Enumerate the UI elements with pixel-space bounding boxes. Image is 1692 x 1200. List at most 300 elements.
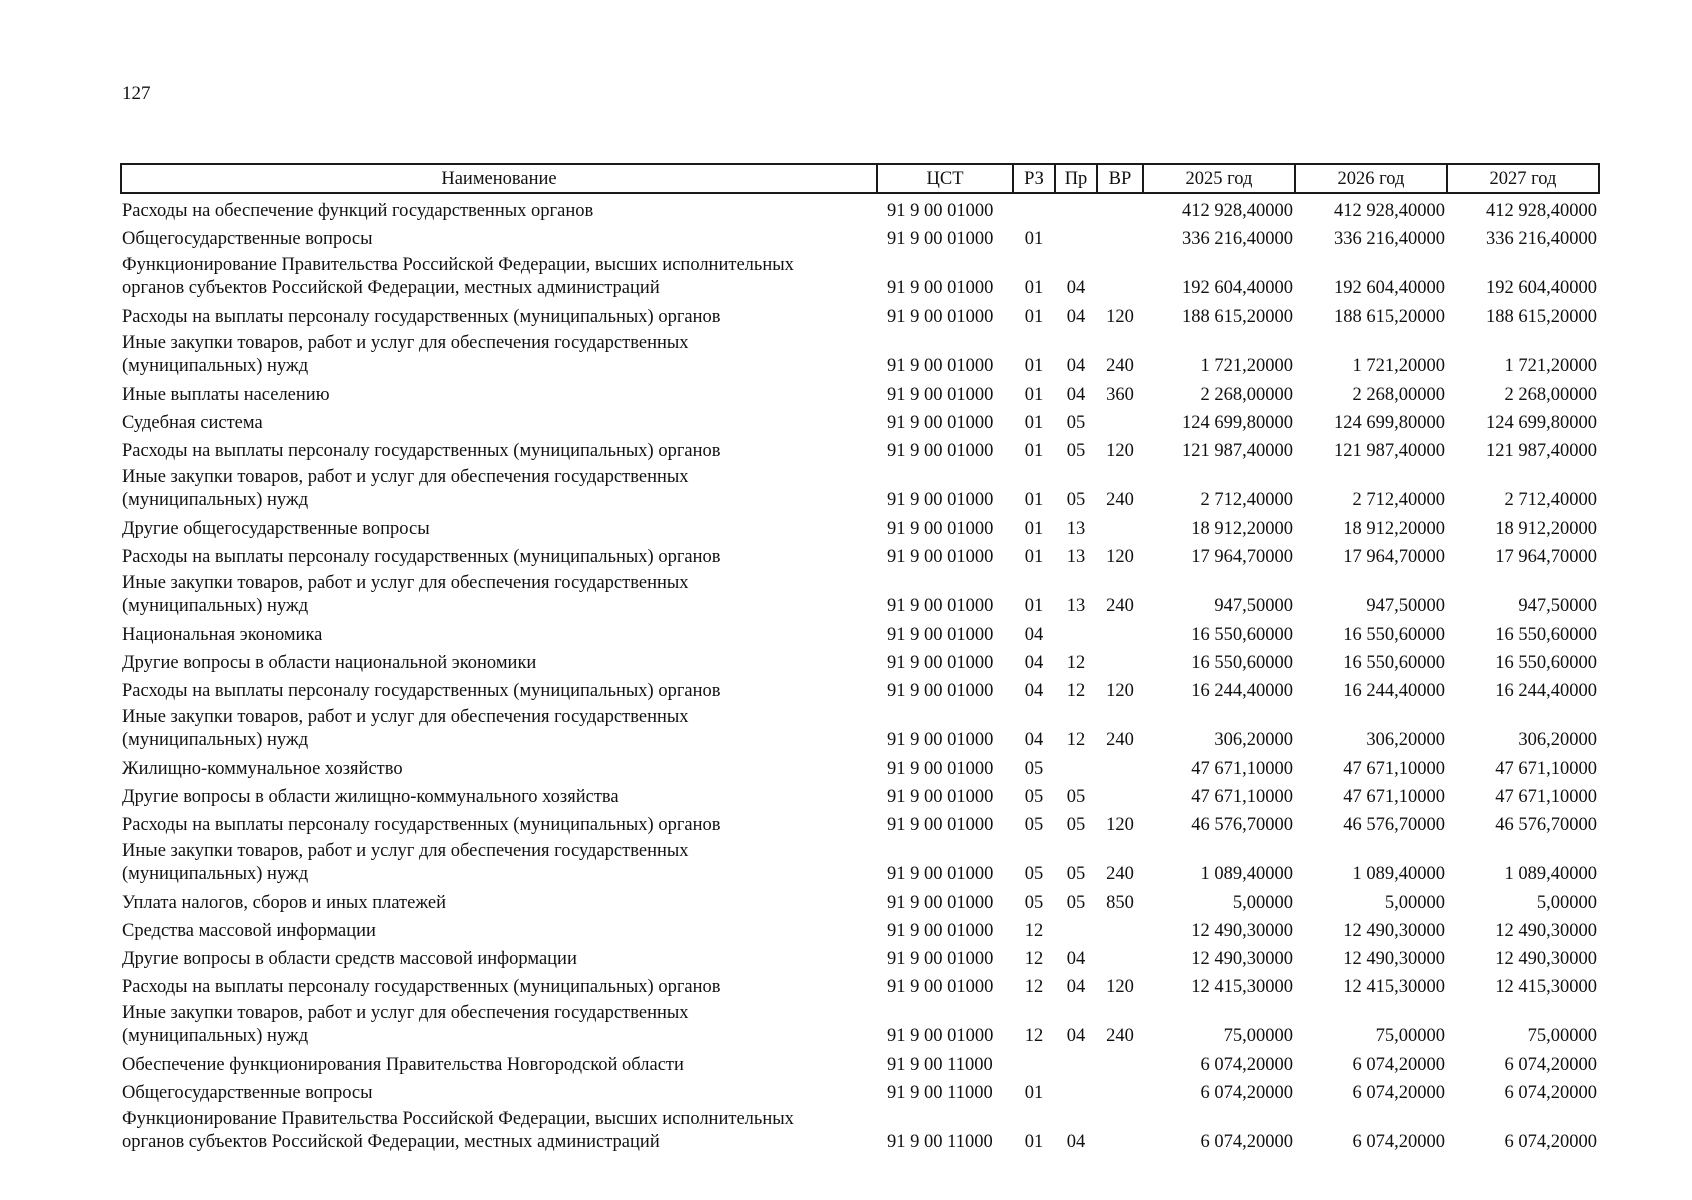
- cell-2026: 121 987,40000: [1334, 441, 1445, 461]
- cell-2025: 306,20000: [1214, 730, 1293, 750]
- cell-name: [121, 674, 877, 702]
- cell-2027: 47 671,10000: [1495, 787, 1597, 807]
- cell-vr: 120: [1106, 815, 1134, 835]
- cell-name: [121, 193, 877, 222]
- cell-cst: 91 9 00 01000: [887, 815, 994, 835]
- cell-pr: 04: [1066, 278, 1086, 298]
- cell-pr: 05: [1066, 815, 1086, 835]
- cell-2026: 16 550,60000: [1343, 625, 1445, 645]
- cell-2026: 124 699,80000: [1334, 413, 1445, 433]
- cell-2025: 16 550,60000: [1191, 625, 1293, 645]
- cell-rz: 01: [1024, 596, 1044, 616]
- cell-2025: 947,50000: [1214, 596, 1293, 616]
- cell-pr: 05: [1066, 490, 1086, 510]
- cell-name: [121, 1076, 877, 1104]
- cell-2026: 2 268,00000: [1352, 385, 1445, 405]
- cell-2027: 124 699,80000: [1486, 413, 1597, 433]
- cell-name: [121, 568, 877, 618]
- cell-name-line: Расходы на обеспечение функций государственных органов: [122, 201, 594, 221]
- cell-name-line: Расходы на выплаты персоналу государственных (муниципальных) органов: [122, 681, 721, 701]
- cell-name: [121, 378, 877, 406]
- table-row: [121, 914, 1599, 942]
- cell-2027: 412 928,40000: [1486, 201, 1597, 221]
- cell-rz: 01: [1024, 413, 1044, 433]
- cell-2026: 12 490,30000: [1343, 949, 1445, 969]
- cell-2025: 12 415,30000: [1191, 977, 1293, 997]
- cell-name: [121, 462, 877, 512]
- cell-rz: 04: [1024, 730, 1044, 750]
- cell-vr: 240: [1106, 490, 1134, 510]
- cell-pr: 05: [1066, 441, 1086, 461]
- table-row: [121, 378, 1599, 406]
- cell-cst: 91 9 00 01000: [887, 490, 994, 510]
- cell-2026: 16 550,60000: [1343, 653, 1445, 673]
- cell-vr: [1097, 1076, 1143, 1104]
- cell-cst: 91 9 00 01000: [887, 787, 994, 807]
- cell-pr: 04: [1066, 385, 1086, 405]
- header-vr: ВР: [1097, 164, 1143, 193]
- cell-name: [121, 540, 877, 568]
- cell-name-line: Иные закупки товаров, работ и услуг для обеспечения государственных: [122, 467, 689, 487]
- cell-pr: 12: [1066, 730, 1086, 750]
- cell-vr: [1097, 914, 1143, 942]
- cell-2025: 16 244,40000: [1191, 681, 1293, 701]
- table-row: [121, 300, 1599, 328]
- cell-2027: 192 604,40000: [1486, 278, 1597, 298]
- cell-name-line: Функционирование Правительства Российской Федерации, высших исполнительных: [122, 1109, 794, 1129]
- cell-vr: [1097, 250, 1143, 300]
- cell-cst: 91 9 00 01000: [887, 681, 994, 701]
- cell-name-line: Судебная система: [122, 413, 263, 433]
- cell-vr: 360: [1106, 385, 1134, 405]
- cell-name: [121, 836, 877, 886]
- cell-vr: [1097, 780, 1143, 808]
- cell-pr: [1055, 914, 1097, 942]
- cell-2025: 2 268,00000: [1200, 385, 1293, 405]
- cell-2027: 6 074,20000: [1504, 1055, 1597, 1075]
- cell-2027: 5,00000: [1536, 893, 1597, 913]
- cell-vr: 120: [1106, 547, 1134, 567]
- cell-name: [121, 914, 877, 942]
- cell-cst: 91 9 00 01000: [887, 653, 994, 673]
- cell-pr: [1055, 1048, 1097, 1076]
- table-row: [121, 780, 1599, 808]
- cell-rz: 05: [1024, 893, 1044, 913]
- cell-name: [121, 1048, 877, 1076]
- cell-name-line: Национальная экономика: [122, 625, 323, 645]
- cell-cst: 91 9 00 01000: [887, 278, 994, 298]
- cell-name: [121, 512, 877, 540]
- cell-cst: 91 9 00 01000: [887, 596, 994, 616]
- cell-cst: 91 9 00 01000: [887, 547, 994, 567]
- cell-2026: 46 576,70000: [1343, 815, 1445, 835]
- table-row: [121, 328, 1599, 378]
- cell-cst: 91 9 00 01000: [887, 949, 994, 969]
- cell-vr: [1097, 942, 1143, 970]
- cell-cst: 91 9 00 01000: [887, 307, 994, 327]
- cell-2025: 1 089,40000: [1200, 864, 1293, 884]
- cell-2025: 17 964,70000: [1191, 547, 1293, 567]
- cell-vr: 120: [1106, 441, 1134, 461]
- cell-name-line: Расходы на выплаты персоналу государственных (муниципальных) органов: [122, 815, 721, 835]
- cell-pr: 12: [1066, 681, 1086, 701]
- cell-name: [121, 702, 877, 752]
- cell-rz: 12: [1024, 949, 1044, 969]
- cell-cst: 91 9 00 01000: [887, 441, 994, 461]
- cell-name-line: Иные закупки товаров, работ и услуг для обеспечения государственных: [122, 573, 689, 593]
- cell-2025: 18 912,20000: [1191, 519, 1293, 539]
- cell-name: [121, 998, 877, 1048]
- cell-name-line: Другие вопросы в области жилищно-коммунального хозяйства: [122, 787, 619, 807]
- cell-2027: 2 712,40000: [1504, 490, 1597, 510]
- cell-rz: 05: [1024, 864, 1044, 884]
- cell-name-line: Функционирование Правительства Российской Федерации, высших исполнительных: [122, 255, 794, 275]
- cell-cst: 91 9 00 01000: [887, 229, 994, 249]
- cell-rz: 01: [1024, 490, 1044, 510]
- cell-rz: 01: [1024, 1083, 1044, 1103]
- cell-pr: [1055, 222, 1097, 250]
- cell-cst: 91 9 00 01000: [887, 893, 994, 913]
- cell-vr: [1097, 193, 1143, 222]
- cell-2025: 124 699,80000: [1182, 413, 1293, 433]
- cell-name-line: (муниципальных) нужд: [122, 730, 309, 750]
- cell-vr: 120: [1106, 307, 1134, 327]
- table-row: [121, 674, 1599, 702]
- cell-cst: 91 9 00 01000: [887, 1026, 994, 1046]
- table-row: [121, 568, 1599, 618]
- table-row: [121, 702, 1599, 752]
- cell-cst: 91 9 00 11000: [887, 1083, 993, 1103]
- cell-cst: 91 9 00 01000: [887, 759, 994, 779]
- page-number: 127: [122, 83, 151, 104]
- cell-vr: 240: [1106, 864, 1134, 884]
- table-body: [121, 193, 1599, 1154]
- cell-pr: 04: [1066, 356, 1086, 376]
- cell-pr: [1055, 618, 1097, 646]
- cell-cst: 91 9 00 01000: [887, 201, 994, 221]
- cell-2026: 192 604,40000: [1334, 278, 1445, 298]
- cell-rz: 05: [1024, 759, 1044, 779]
- cell-2025: 6 074,20000: [1200, 1083, 1293, 1103]
- cell-name-line: Иные выплаты населению: [122, 385, 330, 405]
- cell-pr: 05: [1066, 864, 1086, 884]
- cell-name: [121, 780, 877, 808]
- cell-2026: 1 721,20000: [1352, 356, 1445, 376]
- budget-table: [120, 163, 1600, 1154]
- header-cst: ЦСТ: [877, 164, 1013, 193]
- cell-rz: 01: [1024, 356, 1044, 376]
- cell-rz: 12: [1024, 921, 1044, 941]
- cell-pr: 05: [1066, 413, 1086, 433]
- table-row: [121, 646, 1599, 674]
- cell-2026: 1 089,40000: [1352, 864, 1445, 884]
- cell-name: [121, 328, 877, 378]
- cell-rz: 05: [1024, 787, 1044, 807]
- cell-2027: 336 216,40000: [1486, 229, 1597, 249]
- cell-name: [121, 300, 877, 328]
- cell-2026: 47 671,10000: [1343, 787, 1445, 807]
- cell-name-line: Расходы на выплаты персоналу государственных (муниципальных) органов: [122, 441, 721, 461]
- cell-2027: 16 550,60000: [1495, 653, 1597, 673]
- table-row: [121, 808, 1599, 836]
- cell-rz: 04: [1024, 681, 1044, 701]
- cell-cst: 91 9 00 11000: [887, 1132, 993, 1152]
- cell-vr: [1097, 752, 1143, 780]
- cell-2025: 47 671,10000: [1191, 759, 1293, 779]
- cell-pr: 05: [1066, 893, 1086, 913]
- header-name: Наименование: [121, 164, 877, 193]
- cell-name: [121, 1104, 877, 1154]
- cell-2026: 17 964,70000: [1343, 547, 1445, 567]
- table-row: [121, 540, 1599, 568]
- cell-name: [121, 406, 877, 434]
- cell-rz: 04: [1024, 653, 1044, 673]
- cell-2027: 16 550,60000: [1495, 625, 1597, 645]
- cell-2026: 2 712,40000: [1352, 490, 1445, 510]
- cell-2027: 947,50000: [1518, 596, 1597, 616]
- cell-cst: 91 9 00 01000: [887, 625, 994, 645]
- cell-2026: 336 216,40000: [1334, 229, 1445, 249]
- cell-name: [121, 886, 877, 914]
- cell-2025: 6 074,20000: [1200, 1055, 1293, 1075]
- table-row: [121, 1104, 1599, 1154]
- cell-name: [121, 808, 877, 836]
- cell-cst: 91 9 00 01000: [887, 385, 994, 405]
- cell-pr: 13: [1066, 596, 1086, 616]
- cell-2026: 6 074,20000: [1352, 1132, 1445, 1152]
- cell-2025: 2 712,40000: [1200, 490, 1293, 510]
- cell-2027: 1 089,40000: [1504, 864, 1597, 884]
- table-row: [121, 970, 1599, 998]
- header-2026: 2026 год: [1295, 164, 1447, 193]
- cell-name-line: Расходы на выплаты персоналу государственных (муниципальных) органов: [122, 977, 721, 997]
- table-row: [121, 836, 1599, 886]
- cell-name-line: (муниципальных) нужд: [122, 1026, 309, 1046]
- cell-2026: 16 244,40000: [1343, 681, 1445, 701]
- cell-2025: 121 987,40000: [1182, 441, 1293, 461]
- cell-2025: 75,00000: [1223, 1026, 1293, 1046]
- cell-rz: 12: [1024, 977, 1044, 997]
- cell-pr: 04: [1066, 1132, 1086, 1152]
- cell-vr: [1097, 222, 1143, 250]
- cell-2027: 12 415,30000: [1495, 977, 1597, 997]
- cell-2025: 16 550,60000: [1191, 653, 1293, 673]
- table-row: [121, 618, 1599, 646]
- cell-pr: 05: [1066, 787, 1086, 807]
- header-rz: РЗ: [1013, 164, 1055, 193]
- cell-rz: 01: [1024, 441, 1044, 461]
- cell-2027: 306,20000: [1518, 730, 1597, 750]
- cell-rz: 12: [1024, 1026, 1044, 1046]
- cell-2027: 12 490,30000: [1495, 949, 1597, 969]
- cell-name-line: (муниципальных) нужд: [122, 490, 309, 510]
- table-row: [121, 222, 1599, 250]
- cell-2026: 5,00000: [1384, 893, 1445, 913]
- cell-name-line: Расходы на выплаты персоналу государственных (муниципальных) органов: [122, 547, 721, 567]
- cell-2027: 1 721,20000: [1504, 356, 1597, 376]
- cell-cst: 91 9 00 01000: [887, 519, 994, 539]
- cell-cst: 91 9 00 11000: [887, 1055, 993, 1075]
- cell-2025: 12 490,30000: [1191, 949, 1293, 969]
- cell-rz: 04: [1024, 625, 1044, 645]
- cell-2026: 6 074,20000: [1352, 1055, 1445, 1075]
- table-row: [121, 752, 1599, 780]
- cell-name-line: Общегосударственные вопросы: [122, 229, 373, 249]
- cell-name-line: Иные закупки товаров, работ и услуг для обеспечения государственных: [122, 1003, 689, 1023]
- table-row: [121, 434, 1599, 462]
- cell-pr: 12: [1066, 653, 1086, 673]
- table-header-row: [121, 164, 1599, 193]
- cell-pr: 04: [1066, 307, 1086, 327]
- cell-name-line: Иные закупки товаров, работ и услуг для обеспечения государственных: [122, 707, 689, 727]
- cell-vr: 120: [1106, 977, 1134, 997]
- cell-2027: 75,00000: [1527, 1026, 1597, 1046]
- cell-2025: 188 615,20000: [1182, 307, 1293, 327]
- cell-rz: 01: [1024, 278, 1044, 298]
- cell-pr: [1055, 193, 1097, 222]
- cell-2025: 46 576,70000: [1191, 815, 1293, 835]
- cell-rz: 01: [1024, 307, 1044, 327]
- cell-rz: [1013, 1048, 1055, 1076]
- table-row: [121, 886, 1599, 914]
- cell-vr: [1097, 512, 1143, 540]
- cell-name-line: Другие вопросы в области национальной экономики: [122, 653, 537, 673]
- cell-name-line: (муниципальных) нужд: [122, 864, 309, 884]
- cell-cst: 91 9 00 01000: [887, 730, 994, 750]
- cell-2027: 6 074,20000: [1504, 1083, 1597, 1103]
- cell-pr: 13: [1066, 547, 1086, 567]
- cell-2025: 192 604,40000: [1182, 278, 1293, 298]
- cell-2026: 6 074,20000: [1352, 1083, 1445, 1103]
- cell-rz: 05: [1024, 815, 1044, 835]
- cell-cst: 91 9 00 01000: [887, 977, 994, 997]
- cell-name-line: Обеспечение функционирования Правительства Новгородской области: [122, 1055, 684, 1075]
- cell-name-line: Другие общегосударственные вопросы: [122, 519, 430, 539]
- cell-2025: 1 721,20000: [1200, 356, 1293, 376]
- table-row: [121, 250, 1599, 300]
- cell-vr: 120: [1106, 681, 1134, 701]
- cell-2025: 12 490,30000: [1191, 921, 1293, 941]
- cell-name: [121, 250, 877, 300]
- table-row: [121, 462, 1599, 512]
- cell-name-line: (муниципальных) нужд: [122, 356, 309, 376]
- cell-cst: 91 9 00 01000: [887, 413, 994, 433]
- cell-rz: [1013, 193, 1055, 222]
- cell-name-line: (муниципальных) нужд: [122, 596, 309, 616]
- table-row: [121, 998, 1599, 1048]
- cell-vr: 240: [1106, 596, 1134, 616]
- table-row: [121, 942, 1599, 970]
- cell-pr: 04: [1066, 949, 1086, 969]
- cell-2026: 47 671,10000: [1343, 759, 1445, 779]
- cell-2025: 47 671,10000: [1191, 787, 1293, 807]
- cell-vr: [1097, 646, 1143, 674]
- cell-2026: 18 912,20000: [1343, 519, 1445, 539]
- cell-2027: 12 490,30000: [1495, 921, 1597, 941]
- cell-2026: 947,50000: [1366, 596, 1445, 616]
- cell-cst: 91 9 00 01000: [887, 356, 994, 376]
- cell-name: [121, 434, 877, 462]
- header-2025: 2025 год: [1143, 164, 1295, 193]
- cell-vr: [1097, 1048, 1143, 1076]
- cell-2025: 5,00000: [1232, 893, 1293, 913]
- cell-rz: 01: [1024, 385, 1044, 405]
- cell-2025: 336 216,40000: [1182, 229, 1293, 249]
- cell-name-line: Средства массовой информации: [122, 921, 376, 941]
- cell-vr: [1097, 406, 1143, 434]
- cell-2027: 17 964,70000: [1495, 547, 1597, 567]
- cell-name-line: Иные закупки товаров, работ и услуг для обеспечения государственных: [122, 333, 689, 353]
- cell-2027: 121 987,40000: [1486, 441, 1597, 461]
- cell-rz: 01: [1024, 229, 1044, 249]
- cell-name: [121, 618, 877, 646]
- cell-name-line: Общегосударственные вопросы: [122, 1083, 373, 1103]
- cell-name-line: Другие вопросы в области средств массовой информации: [122, 949, 577, 969]
- cell-name: [121, 646, 877, 674]
- cell-pr: 04: [1066, 977, 1086, 997]
- cell-name-line: Расходы на выплаты персоналу государственных (муниципальных) органов: [122, 307, 721, 327]
- cell-rz: 01: [1024, 547, 1044, 567]
- cell-name-line: Жилищно-коммунальное хозяйство: [122, 759, 403, 779]
- cell-name: [121, 222, 877, 250]
- header-pr: Пр: [1055, 164, 1097, 193]
- cell-2026: 12 415,30000: [1343, 977, 1445, 997]
- header-2027: 2027 год: [1447, 164, 1599, 193]
- cell-vr: 850: [1106, 893, 1134, 913]
- cell-vr: 240: [1106, 1026, 1134, 1046]
- cell-2025: 6 074,20000: [1200, 1132, 1293, 1152]
- table-row: [121, 512, 1599, 540]
- cell-name-line: органов субъектов Российской Федерации, местных администраций: [122, 278, 660, 298]
- cell-2027: 6 074,20000: [1504, 1132, 1597, 1152]
- cell-name-line: Уплата налогов, сборов и иных платежей: [122, 893, 447, 913]
- table-row: [121, 1048, 1599, 1076]
- cell-vr: 240: [1106, 730, 1134, 750]
- cell-pr: 13: [1066, 519, 1086, 539]
- cell-2026: 75,00000: [1375, 1026, 1445, 1046]
- cell-name: [121, 970, 877, 998]
- cell-pr: [1055, 1076, 1097, 1104]
- cell-2026: 412 928,40000: [1334, 201, 1445, 221]
- table-row: [121, 1076, 1599, 1104]
- cell-2027: 188 615,20000: [1486, 307, 1597, 327]
- cell-cst: 91 9 00 01000: [887, 921, 994, 941]
- cell-2026: 12 490,30000: [1343, 921, 1445, 941]
- cell-2026: 306,20000: [1366, 730, 1445, 750]
- cell-vr: 240: [1106, 356, 1134, 376]
- cell-name: [121, 752, 877, 780]
- cell-pr: [1055, 752, 1097, 780]
- cell-2027: 18 912,20000: [1495, 519, 1597, 539]
- cell-cst: 91 9 00 01000: [887, 864, 994, 884]
- cell-2026: 188 615,20000: [1334, 307, 1445, 327]
- cell-rz: 01: [1024, 1132, 1044, 1152]
- cell-name-line: органов субъектов Российской Федерации, местных администраций: [122, 1132, 660, 1152]
- cell-vr: [1097, 618, 1143, 646]
- cell-2025: 412 928,40000: [1182, 201, 1293, 221]
- table-row: [121, 406, 1599, 434]
- cell-vr: [1097, 1104, 1143, 1154]
- cell-2027: 2 268,00000: [1504, 385, 1597, 405]
- table-row: [121, 193, 1599, 222]
- cell-name: [121, 942, 877, 970]
- cell-2027: 16 244,40000: [1495, 681, 1597, 701]
- cell-pr: 04: [1066, 1026, 1086, 1046]
- cell-2027: 46 576,70000: [1495, 815, 1597, 835]
- cell-rz: 01: [1024, 519, 1044, 539]
- cell-name-line: Иные закупки товаров, работ и услуг для обеспечения государственных: [122, 841, 689, 861]
- cell-2027: 47 671,10000: [1495, 759, 1597, 779]
